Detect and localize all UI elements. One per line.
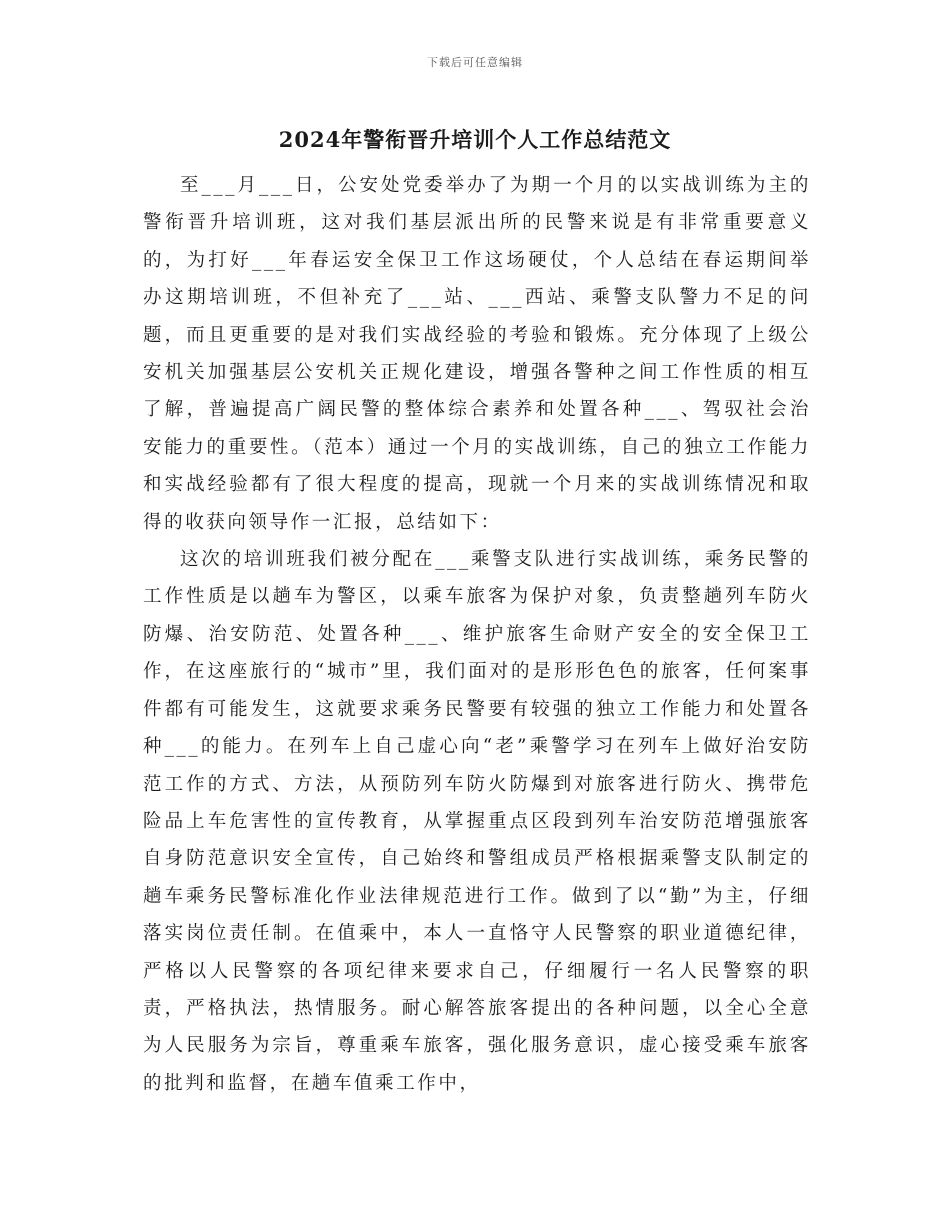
document-title: 2024年警衔晋升培训个人工作总结范文 <box>278 127 672 152</box>
paragraph: 至___月___日，公安处党委举办了为期一个月的以实战训练为主的警衔晋升培训班，这对我们基层派出所的民警来说是有非常重要意义的，为打好___年春运安全保卫工作这场硬仗，个人总结在春运期间举办这期培训班，不但补充了___站、___西站、乘警支队警力不足的问题，而且更重要的是对我们实战经验的考验和锻炼。充分体现了上级公安机关加强基层公安机关正规化建设，增强各警种之间工作性质的相互了解，普遍提高广阔民警的整体综合素养和处置各种___、驾驭社会治安能力的重要性。（范本）通过一个月的实战训练，自己的独立工作能力和实战经验都有了很大程度的提高，现就一个月来的实战训练情况和取得的收获向领导作一汇报，总结如下： <box>143 175 811 533</box>
document-body <box>143 167 811 1102</box>
page-header: 下载后可任意编辑 <box>427 56 523 69</box>
paragraph: 这次的培训班我们被分配在___乘警支队进行实战训练，乘务民警的工作性质是以趟车为警区，以乘车旅客为保护对象，负责整趟列车防火防爆、治安防范、处置各种___、维护旅客生命财产安全的安全保卫工作，在这座旅行的“城市”里，我们面对的是形形色色的旅客，任何案事件都有可能发生，这就要求乘务民警要有较强的独立工作能力和处置各种___的能力。在列车上自己虚心向“老”乘警学习在列车上做好治安防范工作的方式、方法，从预防列车防火防爆到对旅客进行防火、携带危险品上车危害性的宣传教育，从掌握重点区段到列车治安防范增强旅客自身防范意识安全宣传，自己始终和警组成员严格根据乘警支队制定的趟车乘务民警标准化作业法律规范进行工作。做到了以“勤”为主，仔细落实岗位责任制。在值乘中，本人一直恪守人民警察的职业道德纪律，严格以人民警察的各项纪律来要求自己，仔细履行一名人民警察的职责，严格执法，热情服务。耐心解答旅客提出的各种问题，以全心全意为人民服务为宗旨，尊重乘车旅客，强化服务意识，虚心接受乘车旅客的批判和监督，在趟车值乘工作中， <box>143 549 811 1094</box>
